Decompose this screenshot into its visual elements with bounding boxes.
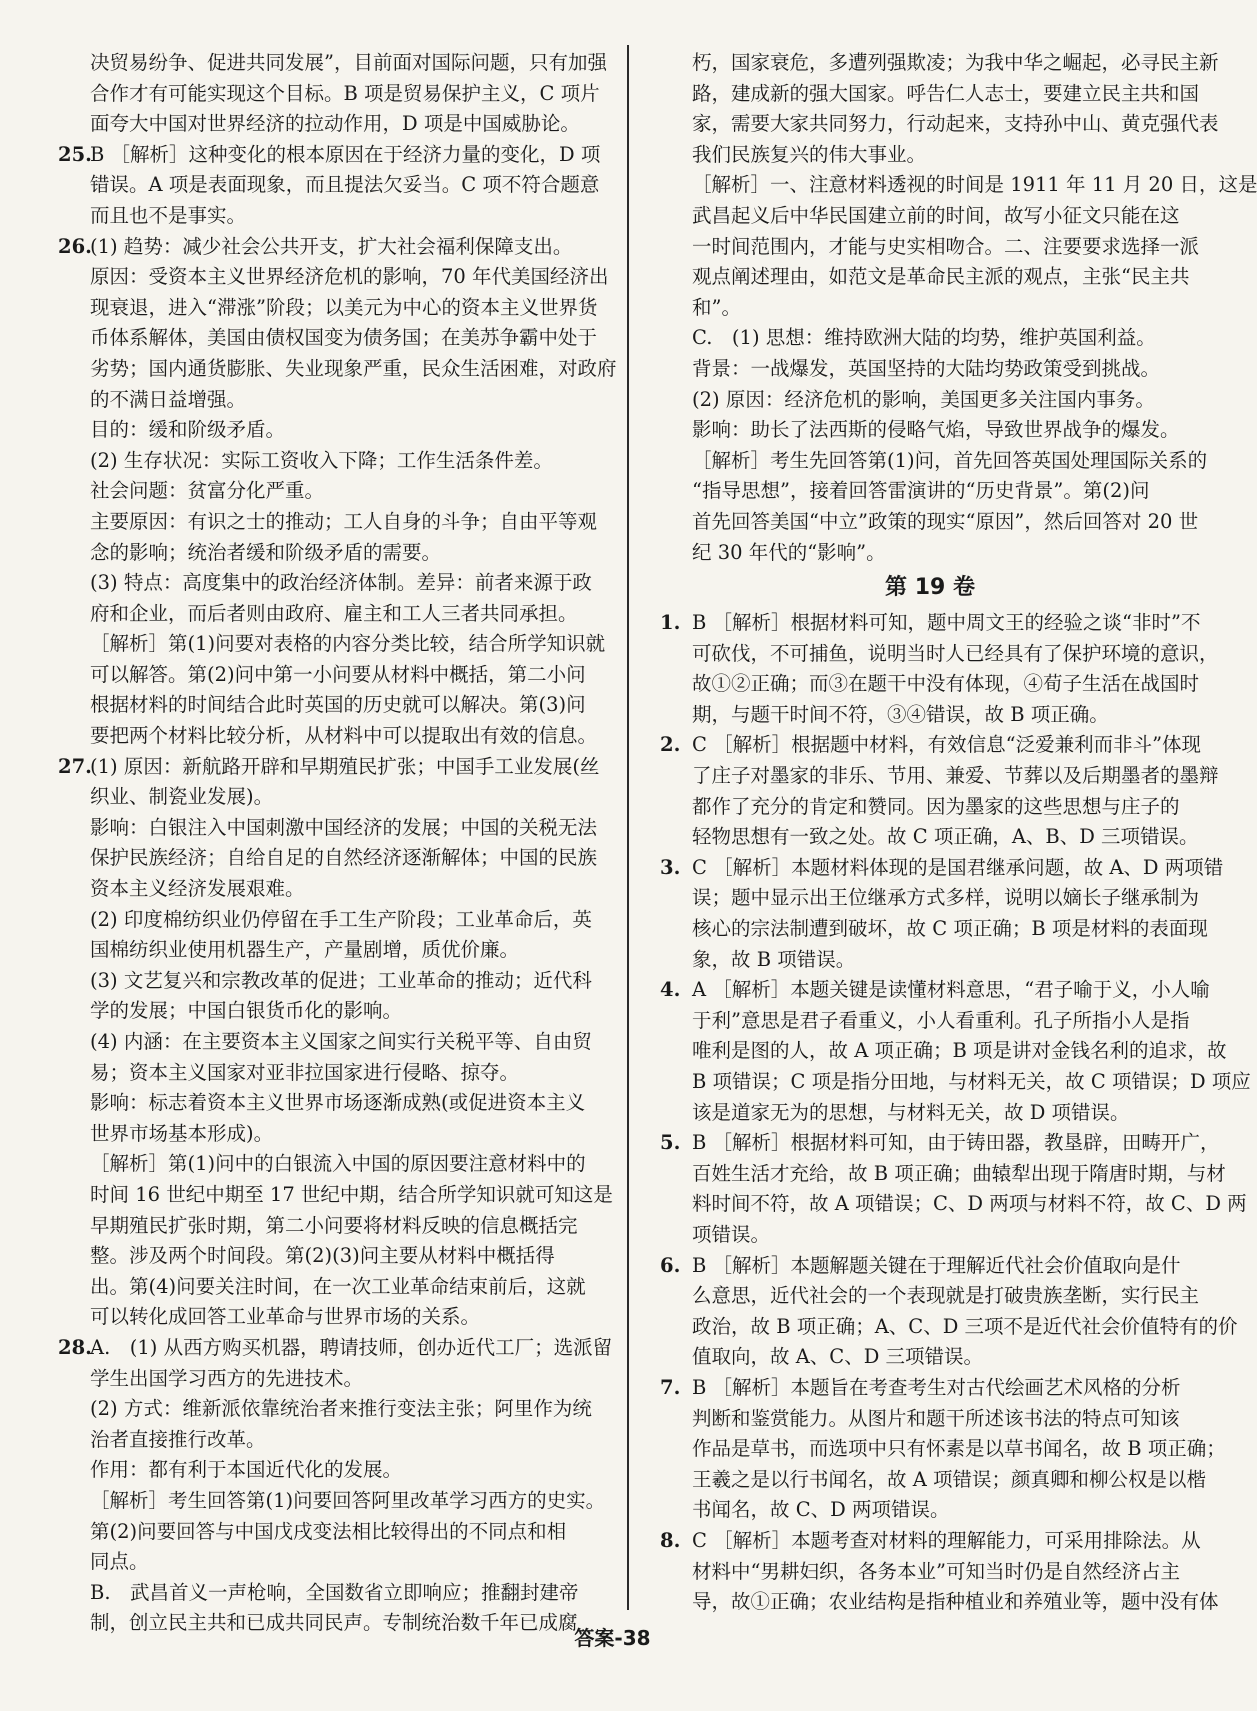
text-line: 目的：缓和阶级矛盾。	[90, 418, 286, 442]
answer-text: B ［解析］本题解题关键在于理解近代社会价值取向是什	[692, 1253, 1181, 1277]
text-line: 世界市场基本形成)。	[90, 1121, 274, 1145]
text-line: 而且也不是事实。	[90, 203, 247, 227]
text-line: C. (1) 思想：维持欧洲大陆的均势，维护英国利益。	[692, 326, 1156, 350]
text-line: 劣势；国内通货膨胀、失业现象严重，民众生活困难，对政府	[90, 356, 617, 380]
text-line: 观点阐述理由，如范文是革命民主派的观点，主张“民主共	[692, 265, 1190, 289]
answer-item	[660, 1128, 1247, 1250]
text-line: 现衰退，进入“滞涨”阶段；以美元为中心的资本主义世界货	[90, 295, 598, 319]
text-line: 项错误。	[692, 1222, 771, 1246]
text-line: 纪 30 年代的“影响”。	[692, 540, 886, 564]
text-line: 合作才有可能实现这个目标。B 项是贸易保护主义，C 项片	[90, 81, 600, 105]
answer-text: A. (1) 从西方购买机器，聘请技师，创办近代工厂；选派留	[90, 1335, 613, 1359]
text-line: (2) 生存状况：实际工资收入下降；工作生活条件差。	[90, 448, 553, 472]
text-line: 值取向，故 A、C、D 三项错误。	[692, 1345, 984, 1369]
text-line: 于利”意思是君子看重义，小人看重利。孔子所指小人是指	[692, 1008, 1190, 1032]
text-line	[58, 1333, 613, 1364]
answer-item	[660, 975, 1251, 1128]
continuation-text	[58, 48, 613, 140]
text-line	[660, 1526, 1201, 1557]
text-line: 决贸易纷争、促进共同发展”，目前面对国际问题，只有加强	[90, 51, 607, 74]
page-number: 答案-38	[574, 1626, 651, 1650]
text-line: 朽，国家衰危，多遭列强欺凌；为我中华之崛起，必寻民主新	[692, 51, 1219, 74]
question-number: 25.	[58, 142, 92, 166]
text-line: 社会问题：贫富分化严重。	[90, 479, 325, 503]
text-line: (4) 内涵：在主要资本主义国家之间实行关税平等、自由贸	[90, 1030, 592, 1053]
question-number: 27.	[58, 754, 92, 778]
text-line: 期，与题干时间不符，③④错误，故 B 项正确。	[692, 702, 1109, 726]
question-number: 4.	[660, 978, 681, 1002]
text-line: 象，故 B 项错误。	[692, 947, 856, 971]
answer-item	[58, 140, 613, 232]
text-line: 资本主义经济发展艰难。	[90, 877, 305, 901]
text-line: ［解析］第(1)问要对表格的内容分类比较，结合所学知识就	[90, 632, 606, 656]
text-line: 武昌起义后中华民国建立前的时间，故写小征文只能在这	[692, 203, 1180, 227]
text-line: 错误。A 项是表面现象，而且提法欠妥当。C 项不符合题意	[90, 173, 600, 197]
text-line	[660, 1251, 1200, 1282]
text-line: 可砍伐，不可捕鱼，说明当时人已经具有了保护环境的意识，	[692, 641, 1219, 665]
answer-text: C ［解析］本题材料体现的是国君继承问题，故 A、D 两项错	[692, 855, 1224, 879]
text-line: 作用：都有利于本国近代化的发展。	[90, 1458, 403, 1482]
text-line: 首先回答美国“中立”政策的现实“原因”，然后回答对 20 世	[692, 509, 1199, 533]
text-line: 原因：受资本主义世界经济危机的影响，70 年代美国经济出	[90, 265, 609, 289]
text-line: B 项错误；C 项是指分田地，与材料无关，故 C 项错误；D 项应	[692, 1070, 1251, 1093]
answer-text: A ［解析］本题关键是读懂材料意思，“君子喻于义，小人喻	[692, 978, 1210, 1002]
text-line: B. 武昌首义一声枪响，全国数省立即响应；推翻封建帝	[90, 1580, 579, 1604]
answer-text: B ［解析］根据材料可知，由于铸田器，教垦辟，田畴开广，	[692, 1131, 1220, 1155]
text-line: 同点。	[90, 1550, 149, 1574]
answer-text: B ［解析］这种变化的根本原因在于经济力量的变化，D 项	[90, 142, 601, 166]
text-line: 路，建成新的强大国家。呼告仁人志士，要建立民主共和国	[692, 81, 1200, 105]
question-number: 2.	[660, 733, 681, 757]
answer-text: C ［解析］本题考查对材料的理解能力，可采用排除法。从	[692, 1528, 1201, 1552]
text-line: 核心的宗法制遭到破坏，故 C 项正确；B 项是材料的表面现	[692, 917, 1208, 941]
question-number: 3.	[660, 855, 681, 879]
text-line	[660, 853, 1224, 884]
text-line: 家，需要大家共同努力，行动起来，支持孙中山、黄克强代表	[692, 112, 1219, 136]
text-line: 该是道家无为的思想，与材料无关，故 D 项错误。	[692, 1100, 1130, 1124]
text-line: 面夸大中国对世界经济的拉动作用，D 项是中国威胁论。	[90, 112, 580, 136]
text-line: 书闻名，故 C、D 两项错误。	[692, 1498, 950, 1522]
text-line: 出。第(4)问要关注时间，在一次工业革命结束前后，这就	[90, 1274, 586, 1298]
text-line: 轻物思想有一致之处。故 C 项正确，A、B、D 三项错误。	[692, 825, 1199, 849]
text-line: 影响：标志着资本主义世界市场逐渐成熟(或促进资本主义	[90, 1091, 586, 1115]
answer-text: C ［解析］根据题中材料，有效信息“泛爱兼利而非斗”体现	[692, 733, 1202, 757]
text-line: 故①②正确；而③在题干中没有体现，④荀子生活在战国时	[692, 672, 1200, 696]
text-line: (2) 印度棉纺织业仍停留在手工生产阶段；工业革命后，英	[90, 907, 592, 931]
text-line: 导，故①正确；农业结构是指种植业和养殖业等，题中没有体	[692, 1590, 1219, 1614]
right-column	[660, 48, 1257, 1618]
text-line: 易；资本主义国家对亚非拉国家进行侵略、掠夺。	[90, 1060, 520, 1084]
text-line: 误；题中显示出王位继承方式多样，说明以嫡长子继承制为	[692, 886, 1200, 910]
text-line: ［解析］考生先回答第(1)问，首先回答英国处理国际关系的	[692, 448, 1208, 472]
text-line: 根据材料的时间结合此时英国的历史就可以解决。第(3)问	[90, 693, 586, 717]
text-line: (3) 特点：高度集中的政治经济体制。差异：前者来源于政	[90, 571, 592, 595]
text-line: ［解析］考生回答第(1)问要回答阿里改革学习西方的史实。	[90, 1488, 606, 1512]
text-line: 材料中“男耕妇织，各务本业”可知当时仍是自然经济占主	[692, 1559, 1180, 1583]
left-column	[58, 48, 617, 1639]
answer-item	[660, 730, 1219, 852]
text-line: 我们民族复兴的伟大事业。	[692, 142, 927, 166]
text-line: 料时间不符，故 A 项错误；C、D 两项与材料不符，故 C、D 两	[692, 1192, 1247, 1216]
text-line	[660, 608, 1201, 639]
text-line: 政治，故 B 项正确；A、C、D 三项不是近代社会价值特有的价	[692, 1314, 1238, 1338]
answer-item	[660, 1373, 1226, 1526]
text-line	[660, 975, 1210, 1006]
text-line: 早期殖民扩张时期，第二小问要将材料反映的信息概括完	[90, 1213, 578, 1237]
answer-item	[58, 1333, 613, 1639]
text-line: 作品是草书，而选项中只有怀素是以草书闻名，故 B 项正确；	[692, 1437, 1226, 1461]
text-line	[58, 752, 613, 783]
text-line: 背景：一战爆发，英国坚持的大陆均势政策受到挑战。	[692, 356, 1161, 380]
text-line: 学的发展；中国白银货币化的影响。	[90, 999, 403, 1023]
text-line: 念的影响；统治者缓和阶级矛盾的需要。	[90, 540, 442, 564]
question-number: 26.	[58, 234, 92, 258]
text-line: 学生出国学习西方的先进技术。	[90, 1366, 364, 1390]
answer-item	[58, 752, 613, 1333]
text-line: 了庄子对墨家的非乐、节用、兼爱、节葬以及后期墨者的墨辩	[692, 764, 1219, 788]
text-line: 和”。	[692, 295, 741, 319]
text-line: 制，创立民主共和已成共同民声。专制统治数千年已成腐	[90, 1611, 578, 1635]
text-line: 百姓生活才充给，故 B 项正确；曲辕犁出现于隋唐时期，与材	[692, 1161, 1226, 1185]
text-line: 影响：白银注入中国刺激中国经济的发展；中国的关税无法	[90, 815, 598, 839]
text-line: 治者直接推行改革。	[90, 1427, 266, 1451]
text-line: 币体系解体，美国由债权国变为债务国；在美苏争霸中处于	[90, 326, 598, 350]
text-line: 都作了充分的肯定和赞同。因为墨家的这些思想与庄子的	[692, 794, 1180, 818]
answer-text: B ［解析］本题旨在考查考生对古代绘画艺术风格的分析	[692, 1375, 1181, 1399]
text-line: 唯利是图的人，故 A 项正确；B 项是讲对金钱名利的追求，故	[692, 1039, 1227, 1063]
answer-item	[660, 1526, 1219, 1618]
text-line: 国棉纺织业使用机器生产，产量剧增，质优价廉。	[90, 938, 520, 962]
text-line: 整。涉及两个时间段。第(2)(3)问主要从材料中概括得	[90, 1244, 555, 1268]
text-line: ［解析］一、注意材料透视的时间是 1911 年 11 月 20 日，这是	[692, 173, 1257, 197]
text-line: “指导思想”，接着回答雷演讲的“历史背景”。第(2)问	[692, 479, 1150, 503]
answer-item	[660, 853, 1224, 975]
text-line	[660, 1373, 1200, 1404]
text-line: (2) 方式：维新派依靠统治者来推行变法主张；阿里作为统	[90, 1397, 592, 1421]
column-divider	[627, 45, 629, 1610]
text-line: 王羲之是以行书闻名，故 A 项错误；颜真卿和柳公权是以楷	[692, 1467, 1206, 1491]
text-line: (3) 文艺复兴和宗教改革的促进；工业革命的推动；近代科	[90, 968, 592, 992]
question-number: 8.	[660, 1528, 681, 1552]
text-line: 保护民族经济；自给自足的自然经济逐渐解体；中国的民族	[90, 846, 598, 870]
question-number: 28.	[58, 1335, 92, 1359]
text-line: 时间 16 世纪中期至 17 世纪中期，结合所学知识就可知这是	[90, 1182, 613, 1206]
text-line: ［解析］第(1)问中的白银流入中国的原因要注意材料中的	[90, 1152, 586, 1176]
question-number: 7.	[660, 1375, 681, 1399]
text-line: 织业、制瓷业发展)。	[90, 785, 274, 809]
text-line	[58, 140, 613, 171]
answer-text: B ［解析］根据材料可知，题中周文王的经验之谈“非时”不	[692, 611, 1201, 635]
text-line: 可以转化成回答工业革命与世界市场的关系。	[90, 1305, 481, 1329]
answer-item	[660, 608, 1219, 730]
answer-text: (1) 趋势：减少社会公共开支，扩大社会福利保障支出。	[90, 234, 573, 258]
text-line	[660, 1128, 1220, 1159]
text-line: (2) 原因：经济危机的影响，美国更多关注国内事务。	[692, 387, 1155, 411]
section-title: 第 19 卷	[885, 575, 975, 601]
text-line: 一时间范围内，才能与史实相吻合。二、注要要求选择一派	[692, 234, 1200, 258]
text-line	[660, 730, 1202, 761]
answer-item	[58, 232, 617, 752]
question-number: 6.	[660, 1253, 681, 1277]
text-line	[58, 232, 613, 263]
answer-item	[660, 1251, 1238, 1373]
text-line: 判断和鉴赏能力。从图片和题干所述该书法的特点可知该	[692, 1406, 1180, 1430]
text-line: 可以解答。第(2)问中第一小问要从材料中概括，第二小问	[90, 662, 586, 686]
text-line: 的不满日益增强。	[90, 387, 247, 411]
continuation-text	[660, 48, 1257, 568]
question-number: 5.	[660, 1131, 681, 1155]
text-line: 要把两个材料比较分析，从材料中可以提取出有效的信息。	[90, 724, 598, 748]
text-line: 府和企业，而后者则由政府、雇主和工人三者共同承担。	[90, 601, 578, 625]
text-line: 主要原因：有识之士的推动；工人自身的斗争；自由平等观	[90, 509, 598, 533]
text-line: 么意思，近代社会的一个表现就是打破贵族垄断，实行民主	[692, 1284, 1200, 1308]
text-line: 第(2)问要回答与中国戊戌变法相比较得出的不同点和相	[90, 1519, 567, 1543]
answer-text: (1) 原因：新航路开辟和早期殖民扩张；中国手工业发展(丝	[90, 754, 600, 778]
text-line: 影响：助长了法西斯的侵略气焰，导致世界战争的爆发。	[692, 418, 1180, 442]
question-number: 1.	[660, 611, 681, 635]
